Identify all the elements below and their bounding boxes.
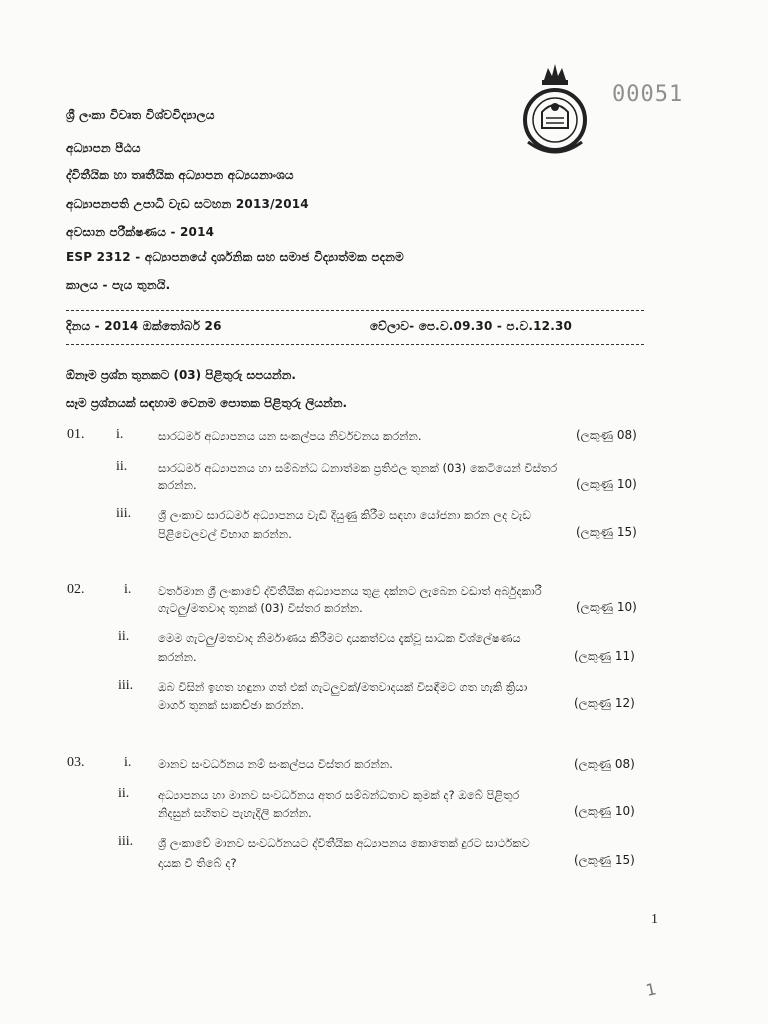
sub-question-label: i. [124,755,132,770]
sub-question-label: iii. [116,506,132,521]
serial-number: 00051 [612,82,684,107]
sub-question-label: iii. [118,834,134,849]
sub-question-label: iii. [118,678,134,693]
top-divider [66,310,644,311]
instruction-answer-three: ඕනෑම ප්‍රශ්න තුනකට (03) පිළිතුරු සපයන්න. [66,368,296,382]
instruction-separate-book: සෑම ප්‍රශ්නයක් සඳහාම වෙනම පොතක පිළිතුරු ලියන්න. [66,396,348,410]
marks-label: (ලකුණු 11) [574,649,635,663]
sub-question-text-cont: දායක වී තිබේ ද? [158,856,237,870]
sub-question-label: ii. [116,459,128,474]
marks-label: (ලකුණු 12) [574,696,635,710]
question-number: 01. [67,427,85,442]
sub-question-text: මෙම ගැටලු/මතවාද නිර්මාණය කිරීමට දායකත්වය දැක්වූ සාධක විශ්ලේෂණය [158,631,521,645]
exam-duration: කාලය - පැය තුනයි. [66,278,171,292]
question-number: 02. [67,582,85,597]
sub-question-text: අධ්‍යාපනය හා මානව සංවර්ධනය අතර සම්බන්ධතාව කුමක් ද? ඔබේ පිළිතුර [158,788,520,802]
university-name: ශ්‍රී ලංකා විවෘත විශ්වවිද්‍යාලය [66,108,215,122]
exam-name: අවසාන පරීක්ෂණය - 2014 [66,225,215,239]
exam-date: දිනය - 2014 ඔක්තෝබර් 26 [66,319,222,333]
question-number: 03. [67,755,85,770]
faculty-name: අධ්‍යාපන පීඨය [66,141,141,155]
programme-name: අධ්‍යාපනපති උපාධි වැඩ සටහන 2013/2014 [66,197,309,211]
sub-question-text: ශ්‍රී ලංකාවේ මානව සංවර්ධනයට ද්විතීයික අධ්‍යාපනය කොතෙක් දුරට සාර්ථකව [158,836,530,850]
marks-label: (ලකුණු 15) [576,525,637,539]
department-name: ද්විතීයික හා තෘතීයික අධ්‍යාපන අධ්‍යයනාංශය [66,168,294,182]
sub-question-text: ශ්‍රී ලංකාව සාරධර්ම අධ්‍යාපනය වැඩි දියුණු කිරීම සඳහා යෝජනා කරන ලද වැඩ [158,508,531,522]
sub-question-label: i. [124,582,132,597]
sub-question-text-cont: නිදසුන් සහිතව පැහැදිලි කරන්න. [158,806,312,820]
sub-question-text: සාරධර්ම අධ්‍යාපනය යන සංකල්පය නිර්වචනය කරන්න. [158,429,422,443]
bottom-divider [66,344,644,345]
sub-question-text: සාරධර්ම අධ්‍යාපනය හා සම්බන්ධ ධනාත්මක ප්‍රතිඵල තුනක් (03) කෙටියෙන් විස්තර [158,461,558,475]
marks-label: (ලකුණු 10) [576,477,637,491]
marks-label: (ලකුණු 15) [574,853,635,867]
sub-question-label: i. [116,427,124,442]
marks-label: (ලකුණු 10) [576,600,637,614]
university-crest-icon [522,62,588,162]
marks-label: (ලකුණු 08) [576,428,637,442]
exam-time: වේලාව- පෙ.ව.09.30 - ප.ව.12.30 [370,319,573,333]
sub-question-text: මානව සංවර්ධනය නම් සංකල්පය විස්තර කරන්න. [158,757,393,771]
handwritten-mark: 1 [644,979,659,1000]
sub-question-text-cont: මාර්ග තුනක් සාකච්ඡා කරන්න. [158,698,305,712]
sub-question-text-cont: පිළිවෙලවල් විභාග කරන්න. [158,527,292,541]
sub-question-text-cont: ගැටලු/මතවාද තුනක් (03) විස්තර කරන්න. [158,601,363,615]
sub-question-text-cont: කරන්න. [158,650,197,664]
sub-question-text: වර්තමාන ශ්‍රී ලංකාවේ ද්විතීයික අධ්‍යාපනය තුළ දක්නට ලැබෙන වඩාත් අර්බුදකාරී [158,584,542,598]
sub-question-label: ii. [118,786,130,801]
sub-question-text-cont: කරන්න. [158,478,197,492]
sub-question-text: ඔබ විසින් ඉහත හඳුනා ගත් එක් ගැටලුවක්/මතවාදයක් විසඳීමට ගත හැකි ක්‍රියා [158,680,528,694]
page-number: 1 [651,912,658,927]
marks-label: (ලකුණු 08) [574,757,635,771]
marks-label: (ලකුණු 10) [574,804,635,818]
course-title: ESP 2312 - අධ්‍යාපනයේ දාර්ශනික සහ සමාජ විද්‍යාත්මක පදනම [66,250,404,264]
sub-question-label: ii. [118,629,130,644]
